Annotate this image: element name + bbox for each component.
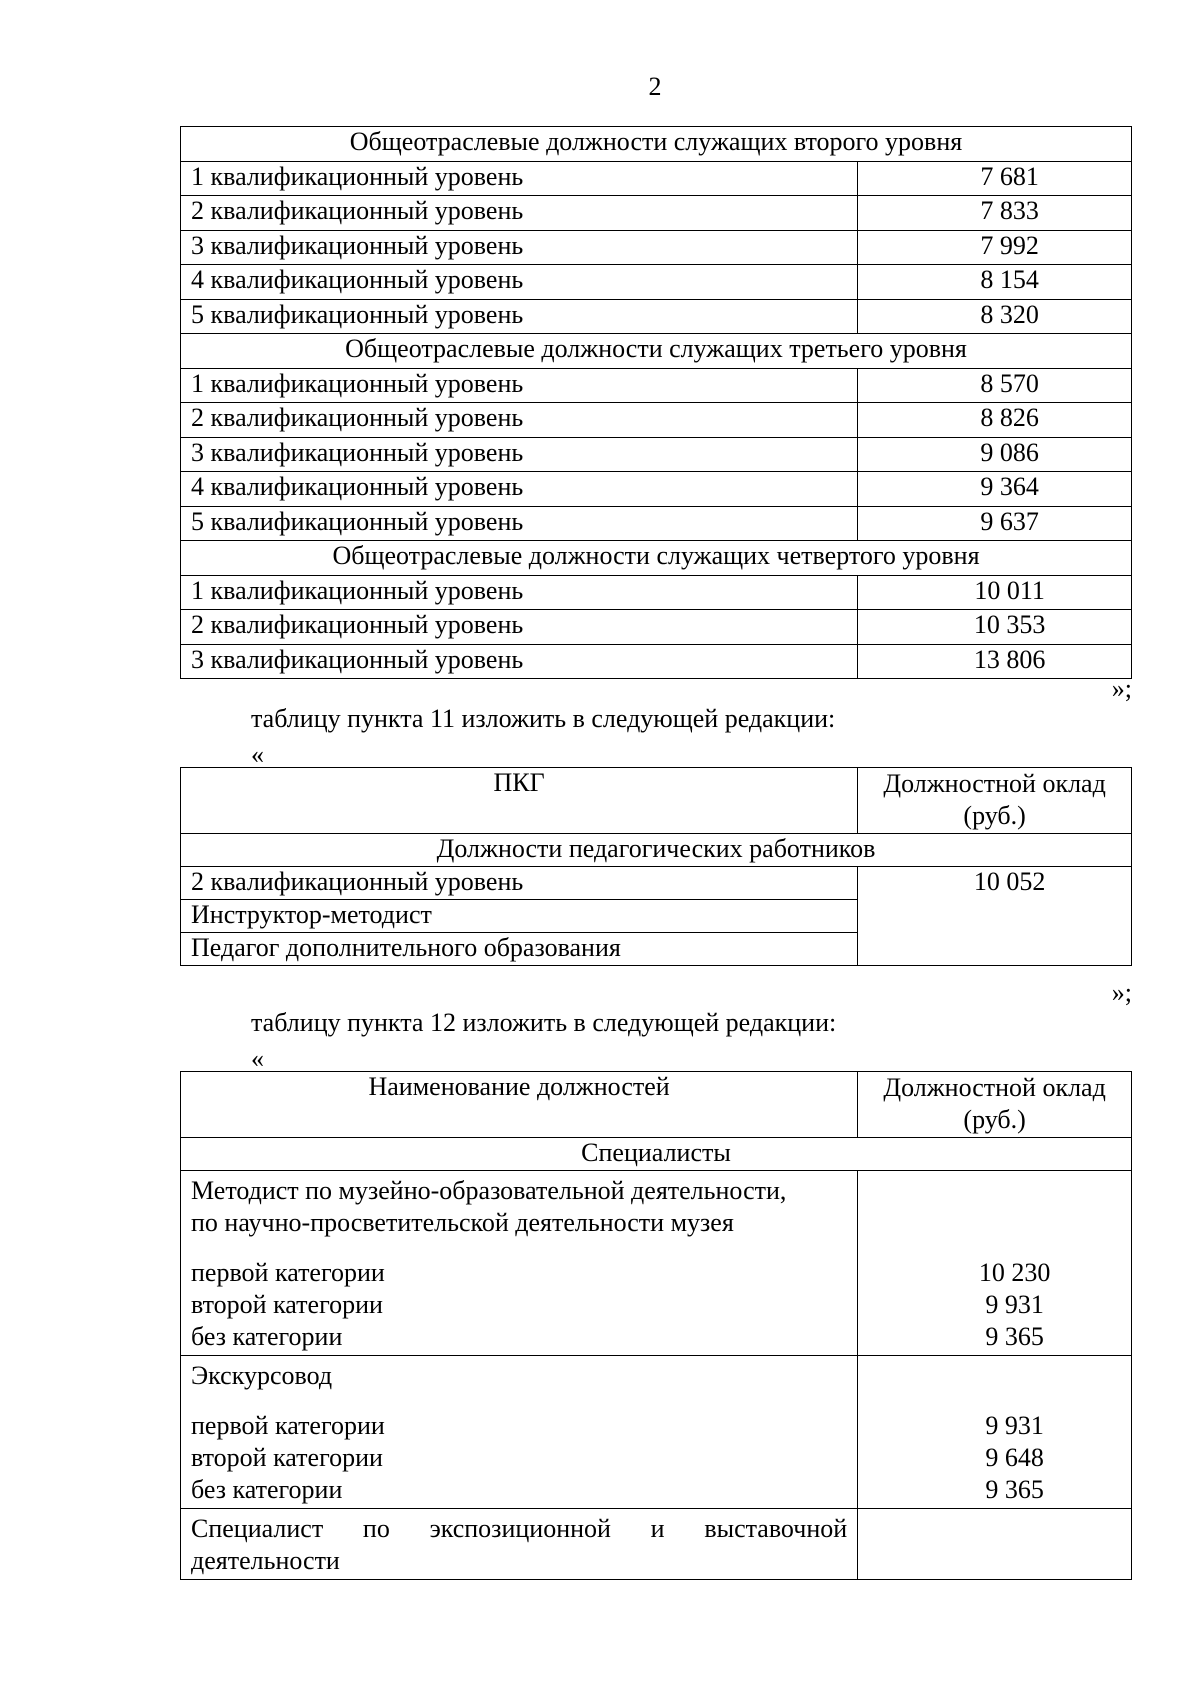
salary-cell: 9 637 xyxy=(858,506,1132,541)
salary-value: 9 931 xyxy=(985,1290,1044,1319)
category-label: второй категории xyxy=(191,1443,383,1472)
header-salary-line1: Должностной оклад xyxy=(883,1073,1106,1102)
table-section-row xyxy=(181,127,1132,162)
opening-quote: « xyxy=(251,1044,264,1073)
salary-cell: 8 320 xyxy=(858,299,1132,334)
level-cell: 2 квалификационный уровень xyxy=(181,610,858,645)
salary-table-pkg xyxy=(180,767,1132,966)
header-salary-line1: Должностной оклад xyxy=(883,769,1106,798)
position-title-line: Экскурсовод xyxy=(191,1361,333,1390)
section-title: Общеотраслевые должности служащих третьего уровня xyxy=(181,334,1132,369)
header-salary-line2: (руб.) xyxy=(963,801,1026,830)
table-section-row xyxy=(181,834,1132,867)
salary-table-general-positions xyxy=(180,126,1132,679)
table-row xyxy=(181,230,1132,265)
section-title: Специалисты xyxy=(181,1138,1132,1171)
position-title-line: Методист по музейно-образовательной деятельности, xyxy=(191,1176,787,1205)
table-header-row xyxy=(181,768,1132,834)
salary-cell: 10 011 xyxy=(858,575,1132,610)
header-position-names: Наименование должностей xyxy=(181,1072,858,1138)
guide-position-cell xyxy=(181,1356,858,1509)
table-row xyxy=(181,644,1132,679)
salary-cell: 9 364 xyxy=(858,472,1132,507)
level-cell: 5 квалификационный уровень xyxy=(181,299,858,334)
salary-cell: 7 992 xyxy=(858,230,1132,265)
guide-salary-cell xyxy=(858,1356,1132,1509)
level-cell: 4 квалификационный уровень xyxy=(181,472,858,507)
table-section-row xyxy=(181,334,1132,369)
table-header-row xyxy=(181,1072,1132,1138)
table-row xyxy=(181,1356,1132,1509)
level-cell: 3 квалификационный уровень xyxy=(181,230,858,265)
table-row xyxy=(181,437,1132,472)
closing-quote: »; xyxy=(1111,978,1132,1007)
table-row xyxy=(181,1171,1132,1356)
closing-quote: »; xyxy=(1111,674,1132,703)
opening-quote: « xyxy=(251,740,264,769)
section-title: Должности педагогических работников xyxy=(181,834,1132,867)
salary-value: 10 230 xyxy=(978,1258,1051,1287)
position-title-line: деятельности xyxy=(191,1546,340,1575)
position-cell: Педагог дополнительного образования xyxy=(181,933,858,966)
category-label: без категории xyxy=(191,1322,343,1351)
salary-table-specialists xyxy=(180,1071,1132,1580)
specialist-position-cell xyxy=(181,1509,858,1580)
level-cell: 3 квалификационный уровень xyxy=(181,644,858,679)
salary-cell: 9 086 xyxy=(858,437,1132,472)
salary-cell: 8 154 xyxy=(858,265,1132,300)
table-section-row xyxy=(181,541,1132,576)
methodist-salary-cell xyxy=(858,1171,1132,1356)
category-label: без категории xyxy=(191,1475,343,1504)
table-row xyxy=(181,265,1132,300)
header-pkg: ПКГ xyxy=(181,768,858,834)
level-cell: 2 квалификационный уровень xyxy=(181,403,858,438)
salary-cell: 10 353 xyxy=(858,610,1132,645)
table-row xyxy=(181,610,1132,645)
table-row xyxy=(181,161,1132,196)
page-number: 2 xyxy=(648,72,662,101)
salary-cell: 10 052 xyxy=(858,867,1132,966)
paragraph-item-11: таблицу пункта 11 изложить в следующей редакции: xyxy=(251,704,836,733)
header-salary-line2: (руб.) xyxy=(963,1105,1026,1134)
table-row xyxy=(181,1509,1132,1580)
salary-cell: 8 570 xyxy=(858,368,1132,403)
level-cell: 1 квалификационный уровень xyxy=(181,161,858,196)
level-cell: 2 квалификационный уровень xyxy=(181,196,858,231)
position-cell: Инструктор-методист xyxy=(181,900,858,933)
category-label: первой категории xyxy=(191,1258,385,1287)
salary-value: 9 365 xyxy=(985,1322,1044,1351)
level-cell: 1 квалификационный уровень xyxy=(181,575,858,610)
salary-cell: 7 833 xyxy=(858,196,1132,231)
level-cell: 3 квалификационный уровень xyxy=(181,437,858,472)
salary-cell: 8 826 xyxy=(858,403,1132,438)
level-cell: 5 квалификационный уровень xyxy=(181,506,858,541)
table-row xyxy=(181,472,1132,507)
position-cell: 2 квалификационный уровень xyxy=(181,867,858,900)
position-title-line: по научно-просветительской деятельности музея xyxy=(191,1208,734,1237)
table-row xyxy=(181,196,1132,231)
specialist-salary-cell xyxy=(858,1509,1132,1580)
section-title: Общеотраслевые должности служащих четвертого уровня xyxy=(181,541,1132,576)
header-salary xyxy=(858,768,1132,834)
level-cell: 4 квалификационный уровень xyxy=(181,265,858,300)
methodist-position-cell xyxy=(181,1171,858,1356)
paragraph-item-12: таблицу пункта 12 изложить в следующей редакции: xyxy=(251,1008,837,1037)
table-row xyxy=(181,299,1132,334)
salary-value: 9 648 xyxy=(985,1443,1044,1472)
salary-cell: 13 806 xyxy=(858,644,1132,679)
table-row xyxy=(181,403,1132,438)
table-row xyxy=(181,506,1132,541)
table-row xyxy=(181,575,1132,610)
category-label: первой категории xyxy=(191,1411,385,1440)
position-title-line: Специалист по экспозиционной и выставочной xyxy=(191,1514,848,1543)
table-section-row xyxy=(181,1138,1132,1171)
table-row xyxy=(181,368,1132,403)
table-row xyxy=(181,867,1132,900)
section-title: Общеотраслевые должности служащих второго уровня xyxy=(181,127,1132,162)
level-cell: 1 квалификационный уровень xyxy=(181,368,858,403)
salary-cell: 7 681 xyxy=(858,161,1132,196)
salary-value: 9 931 xyxy=(985,1411,1044,1440)
header-salary xyxy=(858,1072,1132,1138)
category-label: второй категории xyxy=(191,1290,383,1319)
salary-value: 9 365 xyxy=(985,1475,1044,1504)
